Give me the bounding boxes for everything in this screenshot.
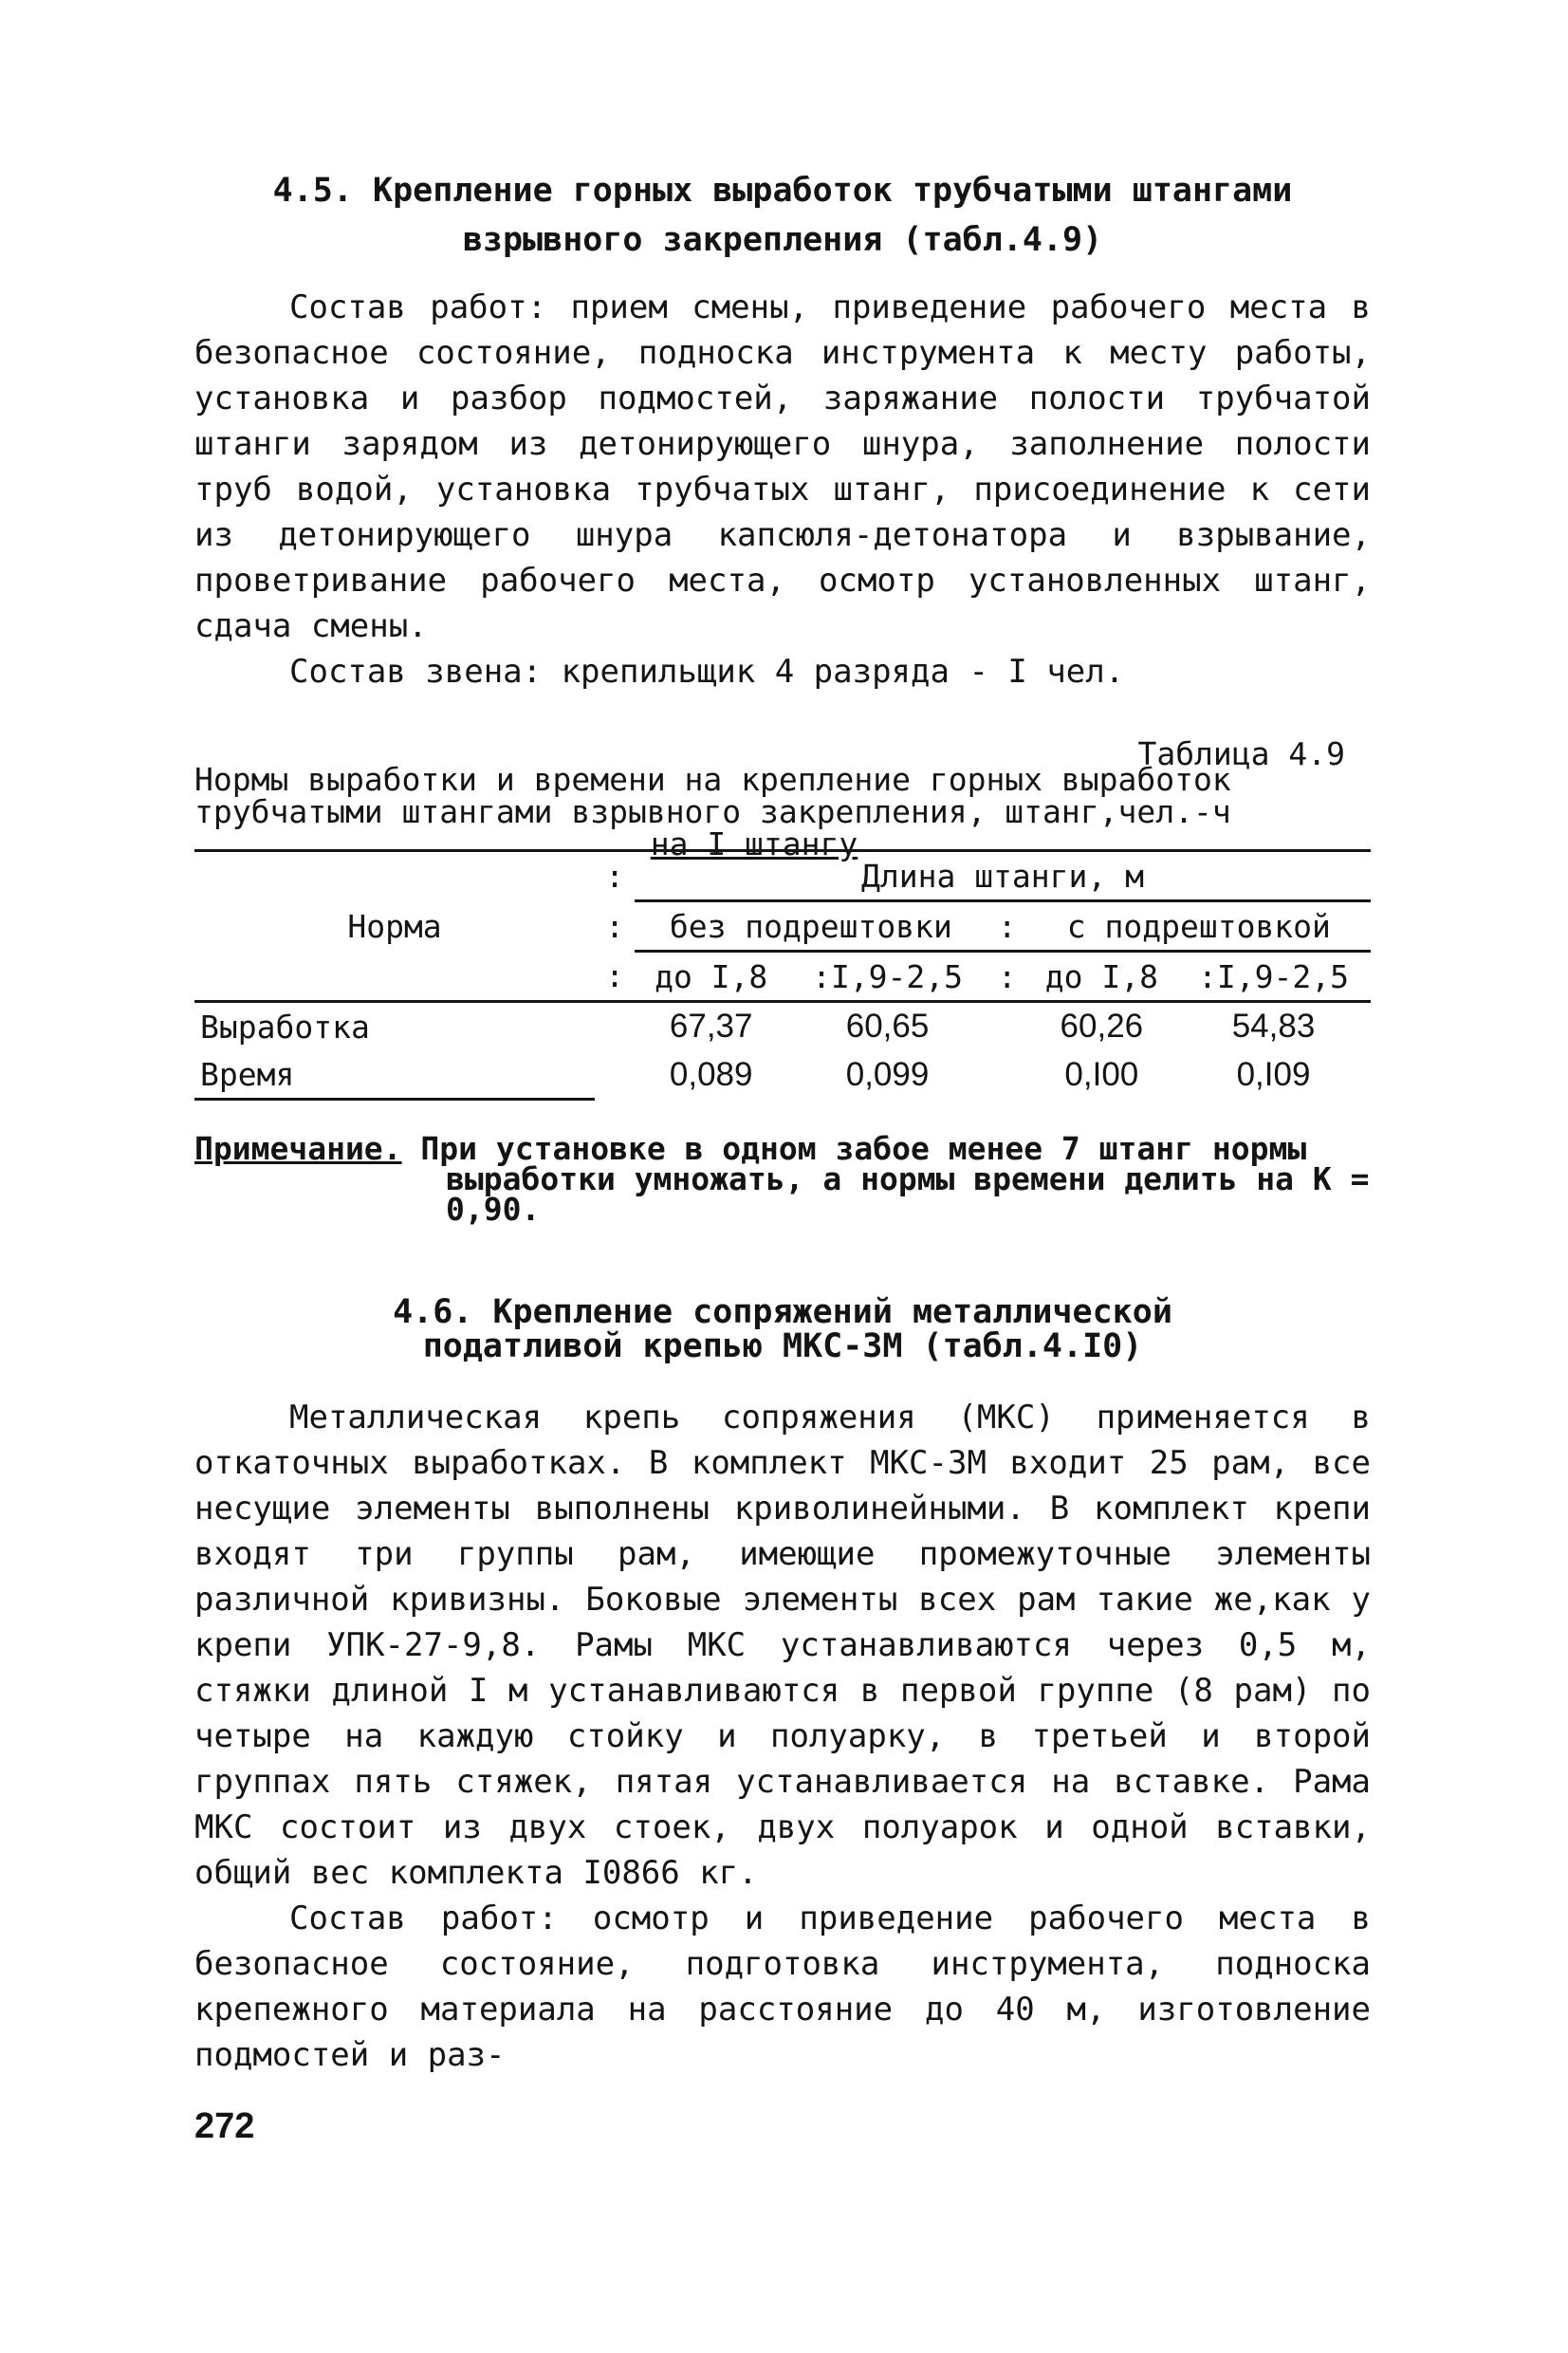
header-separator: : — [987, 901, 1027, 952]
section-4-6-title — [194, 1295, 1371, 1363]
note-line1: При установке в одном забое менее 7 штанг нормы — [420, 1130, 1307, 1167]
table-cell: 0,099 — [845, 1055, 930, 1093]
header-separator: : — [605, 907, 624, 945]
table-cell: 60,26 — [1060, 1008, 1144, 1045]
table-cell: 54,83 — [1231, 1008, 1316, 1045]
section-4-5-title-line1: 4.5. Крепление горных выработок трубчатыми штангами — [272, 172, 1293, 210]
table-row — [194, 1002, 1371, 1051]
header-norm: Норма — [194, 851, 595, 1002]
section-4-5-body — [194, 285, 1371, 695]
crew-composition-paragraph: Состав звена: крепильщик 4 разряда - I чел. — [289, 653, 1125, 691]
table-cell: 60,65 — [845, 1008, 930, 1045]
header-length: Длина штанги, м — [635, 851, 1371, 901]
description-paragraph: Металлическая крепь сопряжения (МКС) применяется в откаточных выработках. В комплект МКС-3М входит 25 рам, все несущие элементы выполнены криволинейными. В комплект крепи входят три группы рам, имеющие промежуточные элементы различной кривизны. Боковые элементы всех рам такие же,как у крепи УПК-27-9,8. Рамы МКС устанавливаются через 0,5 м, стяжки длиной I м устанавливаются в первой группе (8 рам) по четыре на каждую стойку и полуарку, в третьей и второй группах пять стяжек, пятая устанавливается на вставке. Рама МКС состоит из двух стоек, двух полуарок и одной вставки, общий вес комплекта I0866 кг. — [194, 1399, 1371, 1892]
header-separator: : — [605, 956, 624, 994]
subheader-cell: :I,9-2,5 — [812, 957, 964, 995]
subheader-cell: :I,9-2,5 — [1198, 957, 1349, 995]
section-4-5-title-line2: взрывного закрепления (табл.4.9) — [462, 221, 1103, 259]
norms-table — [194, 849, 1371, 1101]
note-label: Примечание. — [194, 1130, 402, 1167]
page-number: 272 — [194, 2106, 255, 2146]
row-name: Выработка — [200, 1008, 370, 1046]
header-separator: : — [595, 851, 635, 901]
table-cell: 0,I00 — [1064, 1055, 1139, 1093]
subheader-cell: до I,8 — [655, 957, 768, 995]
table-cell: 0,I09 — [1236, 1055, 1311, 1093]
table-row — [194, 1050, 1371, 1100]
subheader-cell: до I,8 — [1044, 957, 1158, 995]
work-composition-paragraph: Состав работ: осмотр и приведение рабочего места в безопасное состояние, подготовка инструмента, подноска крепежного материала на расстояние до 40 м, изготовление подмостей и раз- — [194, 1899, 1371, 2074]
table-unit: на I штангу — [650, 825, 858, 862]
section-4-5-title — [194, 166, 1371, 265]
section-4-6-title-line1: 4.6. Крепление сопряжений металлической — [393, 1293, 1172, 1331]
section-4-6-body — [194, 1395, 1371, 2078]
header-without-reshtovka: без подрештовки — [635, 901, 987, 952]
table-cell: 67,37 — [669, 1008, 753, 1045]
table-label: Таблица 4.9 — [1137, 735, 1345, 772]
table-title — [194, 761, 1371, 862]
header-separator: : — [997, 957, 1017, 995]
table-title-text: Нормы выработки и времени на крепление горных выработок трубчатыми штангами взрывного закрепления, штанг,чел.-ч — [194, 761, 1231, 830]
table-cell: 0,089 — [669, 1055, 753, 1093]
row-name: Время — [194, 1050, 595, 1100]
note-rest: выработки умножать, а нормы времени делить на К = 0,90. — [446, 1160, 1370, 1228]
work-composition-paragraph: Состав работ: прием смены, приведение рабочего места в безопасное состояние, подноска инструмента к месту работы, установка и разбор подмостей, заряжание полости трубчатой штанги зарядом из детонирующего шнура, заполнение полости труб водой, установка трубчатых штанг, присоединение к сети из детонирующего шнура капсюля-детонатора и взрывание, проветривание рабочего места, осмотр установленных штанг, сдача смены. — [194, 288, 1371, 645]
table-note — [194, 1130, 1371, 1228]
section-4-6-title-line2: податливой крепью МКС-3М (табл.4.I0) — [422, 1327, 1143, 1365]
table-header-row-1 — [194, 851, 1371, 901]
header-with-reshtovka: с подрештовкой — [1027, 901, 1371, 952]
